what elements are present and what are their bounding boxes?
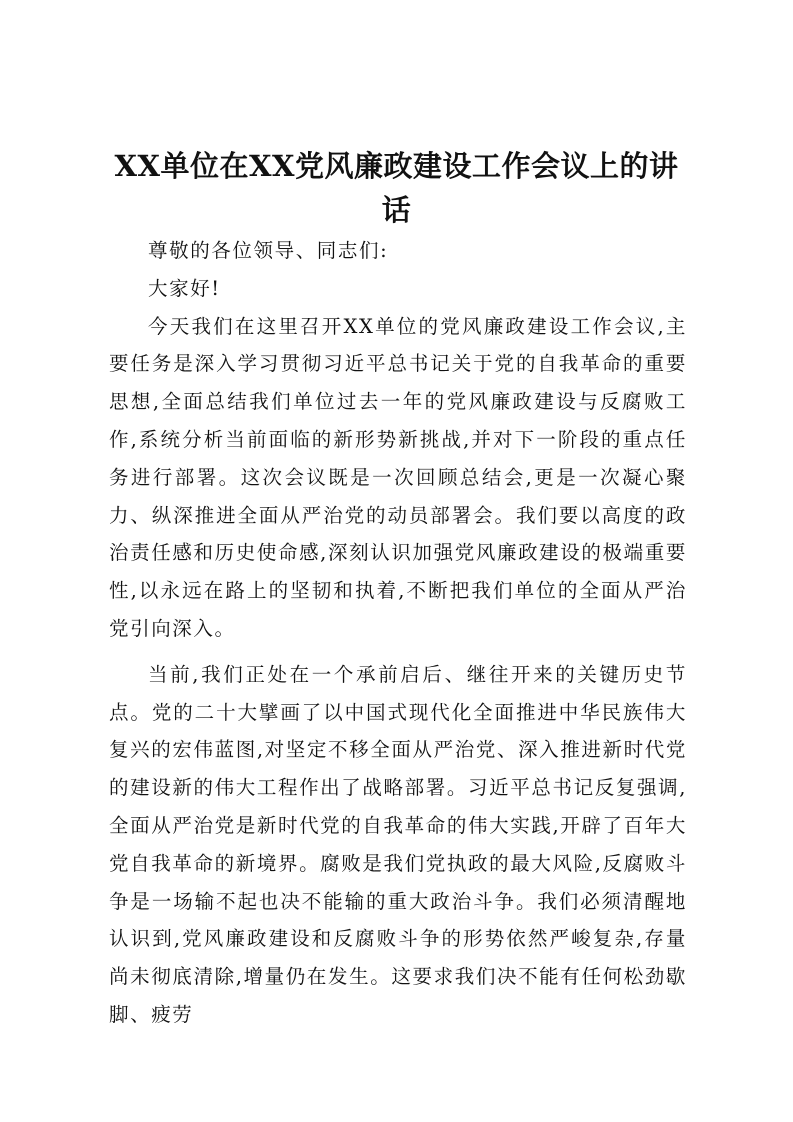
paragraph-1: 今天我们在这里召开XX单位的党风廉政建设工作会议,主要任务是深入学习贯彻习近平总书记关于党的自我革命的重要思想,全面总结我们单位过去一年的党风廉政建设与反腐败工作,系统分析当前面临的新形势新挑战,并对下一阶段的重点任务进行部署。这次会议既是一次回顾总结会,更是一次凝心聚力、纵深推进全面从严治党的动员部署会。我们要以高度的政治责任感和历史使命感,深刻认识加强党风廉政建设的极端重要性,以永远在路上的坚韧和执着,不断把我们单位的全面从严治党引向深入。 — [109, 314, 687, 640]
document-title: XX单位在XX党风廉政建设工作会议上的讲话 — [114, 149, 679, 227]
greeting: 大家好! — [148, 276, 221, 300]
document-body — [109, 232, 687, 1034]
paragraph-2: 当前,我们正处在一个承前启后、继往开来的关键历史节点。党的二十大擘画了以中国式现代化全面推进中华民族伟大复兴的宏伟蓝图,对坚定不移全面从严治党、深入推进新时代党的建设新的伟大工程作出了战略部署。习近平总书记反复强调,全面从严治党是新时代党的自我革命的伟大实践,开辟了百年大党自我革命的新境界。腐败是我们党执政的最大风险,反腐败斗争是一场输不起也决不能输的重大政治斗争。我们必须清醒地认识到,党风廉政建设和反腐败斗争的形势依然严峻复杂,存量尚未彻底清除,增量仍在发生。这要求我们决不能有任何松劲歇脚、疲劳 — [109, 662, 687, 1026]
salutation: 尊敬的各位领导、同志们: — [148, 239, 389, 262]
